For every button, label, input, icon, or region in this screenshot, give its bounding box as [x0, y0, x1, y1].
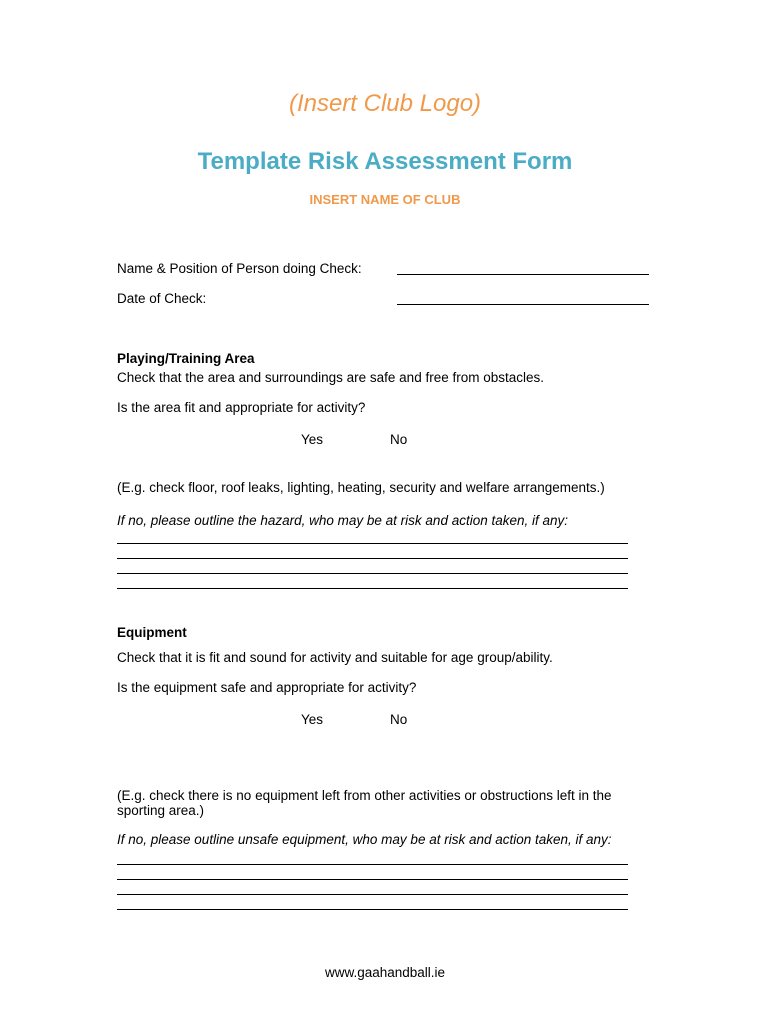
- playing-area-answer-line[interactable]: [117, 573, 628, 574]
- date-of-check-label: Date of Check:: [117, 291, 207, 306]
- equipment-heading: Equipment: [117, 625, 187, 640]
- playing-area-question: Is the area fit and appropriate for activity?: [117, 400, 366, 415]
- page-title: Template Risk Assessment Form: [197, 148, 573, 175]
- equipment-instruction: Check that it is fit and sound for activity and suitable for age group/ability.: [117, 650, 553, 665]
- club-name-placeholder: INSERT NAME OF CLUB: [309, 192, 461, 207]
- playing-area-if-no-prompt: If no, please outline the hazard, who may be at risk and action taken, if any:: [117, 513, 569, 528]
- equipment-example: (E.g. check there is no equipment left from other activities or obstructions left in the sporting area.): [117, 788, 612, 818]
- equipment-answer-line[interactable]: [117, 879, 628, 880]
- date-of-check-field[interactable]: [397, 304, 649, 305]
- playing-area-example: (E.g. check floor, roof leaks, lighting, heating, security and welfare arrangements.): [117, 480, 605, 495]
- equipment-if-no-prompt: If no, please outline unsafe equipment, who may be at risk and action taken, if any:: [117, 832, 612, 847]
- equipment-question: Is the equipment safe and appropriate for activity?: [117, 680, 417, 695]
- equipment-no-option[interactable]: No: [390, 712, 408, 727]
- playing-area-answer-line[interactable]: [117, 558, 628, 559]
- playing-area-instruction: Check that the area and surroundings are safe and free from obstacles.: [117, 370, 544, 385]
- equipment-answer-line[interactable]: [117, 894, 628, 895]
- footer-website-link[interactable]: www.gaahandball.ie: [324, 965, 446, 980]
- name-position-field[interactable]: [397, 274, 649, 275]
- name-position-label: Name & Position of Person doing Check:: [117, 261, 362, 276]
- playing-area-yes-option[interactable]: Yes: [301, 432, 324, 447]
- equipment-yes-option[interactable]: Yes: [301, 712, 324, 727]
- playing-area-answer-line[interactable]: [117, 543, 628, 544]
- equipment-answer-line[interactable]: [117, 864, 628, 865]
- equipment-answer-line[interactable]: [117, 909, 628, 910]
- playing-area-answer-line[interactable]: [117, 588, 628, 589]
- insert-club-logo-placeholder: (Insert Club Logo): [288, 90, 482, 117]
- playing-area-heading: Playing/Training Area: [117, 351, 255, 366]
- playing-area-no-option[interactable]: No: [390, 432, 408, 447]
